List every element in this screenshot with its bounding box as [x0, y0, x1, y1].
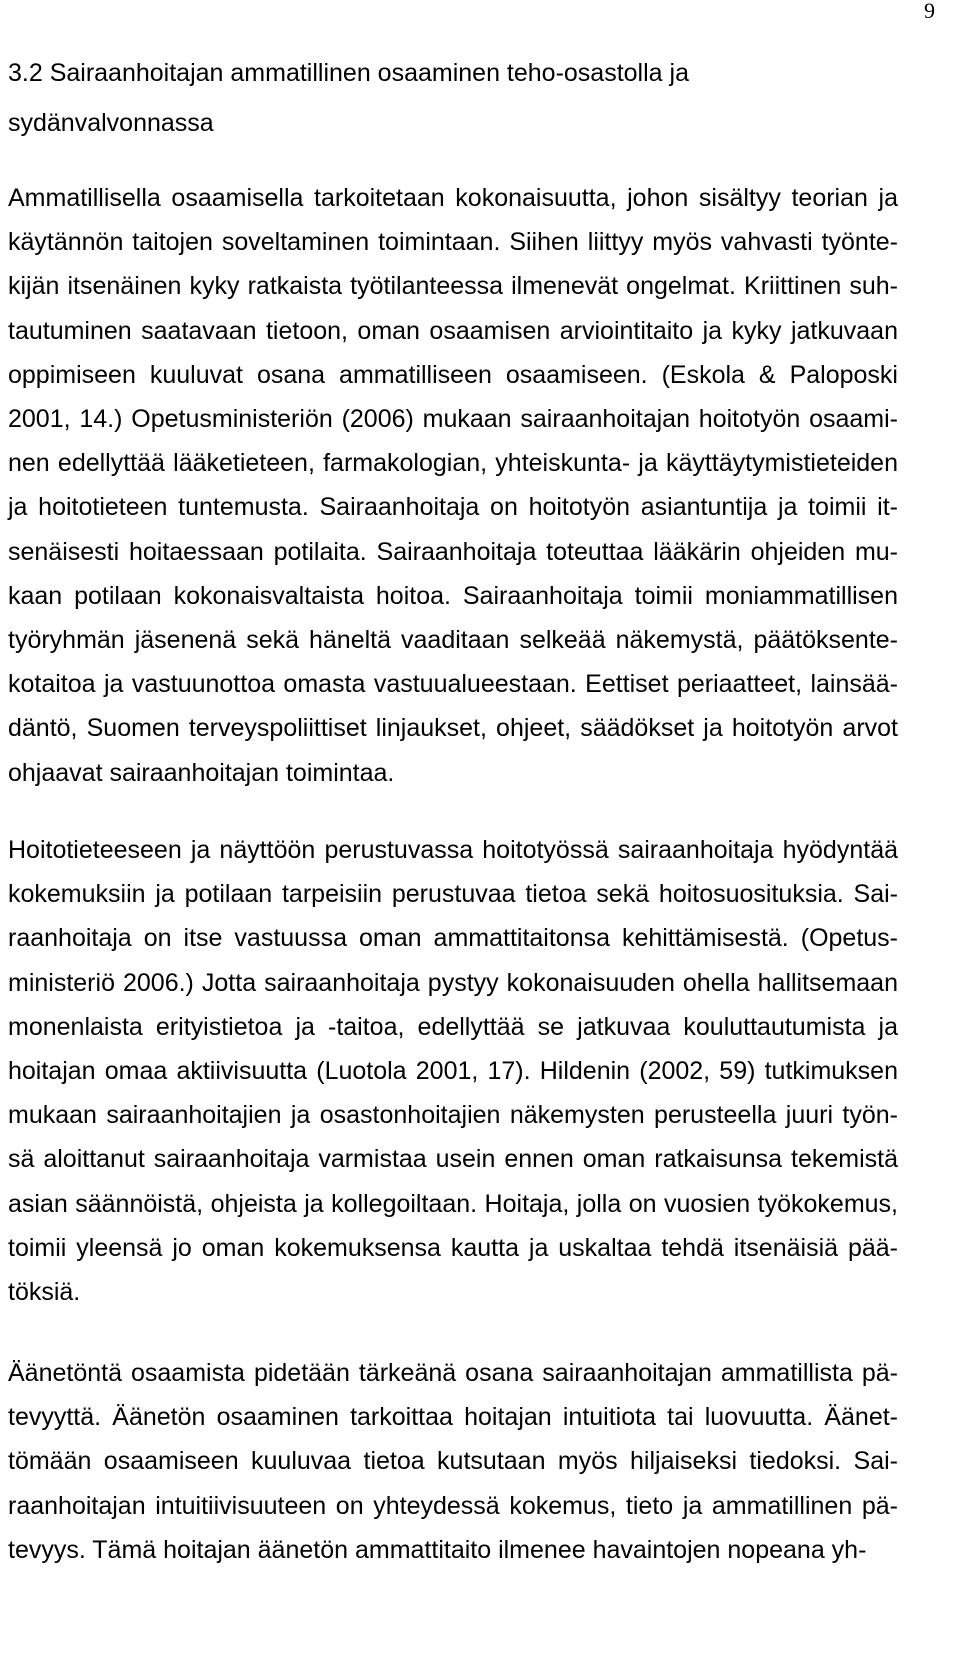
text-line: ministeriö 2006.) Jotta sairaanhoitaja pystyy kokonaisuuden ohella hallitsemaan	[8, 968, 898, 997]
text-line: däntö, Suomen terveyspoliittiset linjaukset, ohjeet, säädökset ja hoitotyön arvot	[8, 714, 898, 743]
text-line: oppimiseen kuuluvat osana ammatilliseen osaamiseen. (Eskola & Paloposki	[8, 360, 898, 389]
text-line: senäisesti hoitaessaan potilaita. Sairaanhoitaja toteuttaa lääkärin ohjeiden mu-	[8, 537, 898, 566]
text-line: 2001, 14.) Opetusministeriön (2006) mukaan sairaanhoitajan hoitotyön osaami-	[8, 405, 898, 434]
text-line: ja hoitotieteen tuntemusta. Sairaanhoitaja on hoitotyön asiantuntija ja toimii it-	[8, 493, 898, 522]
text-line: kijän itsenäinen kyky ratkaista työtilanteessa ilmenevät ongelmat. Kriittinen suh-	[8, 272, 898, 301]
text-line: tautuminen saatavaan tietoon, oman osaamisen arviointitaito ja kyky jatkuvaan	[8, 316, 898, 345]
text-line: monenlaista erityistietoa ja -taitoa, edellyttää se jatkuvaa kouluttautumista ja	[8, 1012, 898, 1041]
text-line: töksiä.	[8, 1278, 81, 1307]
paragraph	[8, 1351, 898, 1572]
text-line: työryhmän jäsenenä sekä häneltä vaaditaan selkeää näkemystä, päätöksente-	[8, 626, 898, 655]
text-line: Ammatillisella osaamisella tarkoitetaan kokonaisuutta, johon sisältyy teorian ja	[8, 184, 898, 212]
heading-line: sydänvalvonnassa	[8, 109, 214, 137]
text-line: ohjaavat sairaanhoitajan toimintaa.	[8, 758, 395, 787]
text-line: Äänetöntä osaamista pidetään tärkeänä osana sairaanhoitajan ammatillista pä-	[8, 1359, 898, 1387]
text-line: sä aloittanut sairaanhoitaja varmistaa usein ennen oman ratkaisunsa tekemistä	[8, 1145, 898, 1174]
text-line: käytännön taitojen soveltaminen toimintaan. Siihen liittyy myös vahvasti työnte-	[8, 228, 898, 257]
text-line: tevyys. Tämä hoitajan äänetön ammattitaito ilmenee havaintojen nopeana yh-	[8, 1535, 867, 1564]
text-line: kotaitoa ja vastuunottoa omasta vastuualueestaan. Eettiset periaatteet, lainsää-	[8, 670, 898, 699]
paragraph	[8, 828, 898, 1314]
text-line: tevyyttä. Äänetön osaaminen tarkoittaa hoitajan intuitiota tai luovuutta. Äänet-	[8, 1403, 898, 1432]
paragraph	[8, 176, 898, 795]
text-line: raanhoitaja on itse vastuussa oman ammattitaitonsa kehittämisestä. (Opetus-	[8, 924, 898, 953]
text-line: kokemuksiin ja potilaan tarpeisiin perustuvaa tietoa sekä hoitosuosituksia. Sai-	[8, 880, 898, 909]
text-line: nen edellyttää lääketieteen, farmakologian, yhteiskunta- ja käyttäytymistieteiden	[8, 449, 898, 478]
heading-line: 3.2 Sairaanhoitajan ammatillinen osaaminen teho-osastolla ja	[8, 59, 689, 87]
text-line: tömään osaamiseen kuuluvaa tietoa kutsutaan myös hiljaiseksi tiedoksi. Sai-	[8, 1447, 898, 1476]
text-line: kaan potilaan kokonaisvaltaista hoitoa. Sairaanhoitaja toimii moniammatillisen	[8, 581, 898, 610]
text-line: Hoitotieteeseen ja näyttöön perustuvassa hoitotyössä sairaanhoitaja hyödyntää	[8, 836, 898, 864]
text-line: asian säännöistä, ohjeista ja kollegoiltaan. Hoitaja, jolla on vuosien työkokemus,	[8, 1189, 898, 1218]
text-line: mukaan sairaanhoitajien ja osastonhoitajien näkemysten perusteella juuri työn-	[8, 1101, 898, 1130]
text-line: raanhoitajan intuitiivisuuteen on yhteydessä kokemus, tieto ja ammatillinen pä-	[8, 1491, 898, 1520]
text-line: hoitajan omaa aktiivisuutta (Luotola 2001, 17). Hildenin (2002, 59) tutkimuksen	[8, 1057, 898, 1086]
section-heading	[8, 48, 898, 148]
text-line: toimii yleensä jo oman kokemuksensa kautta ja uskaltaa tehdä itsenäisiä pää-	[8, 1233, 898, 1262]
page-number: 9	[924, 0, 935, 23]
